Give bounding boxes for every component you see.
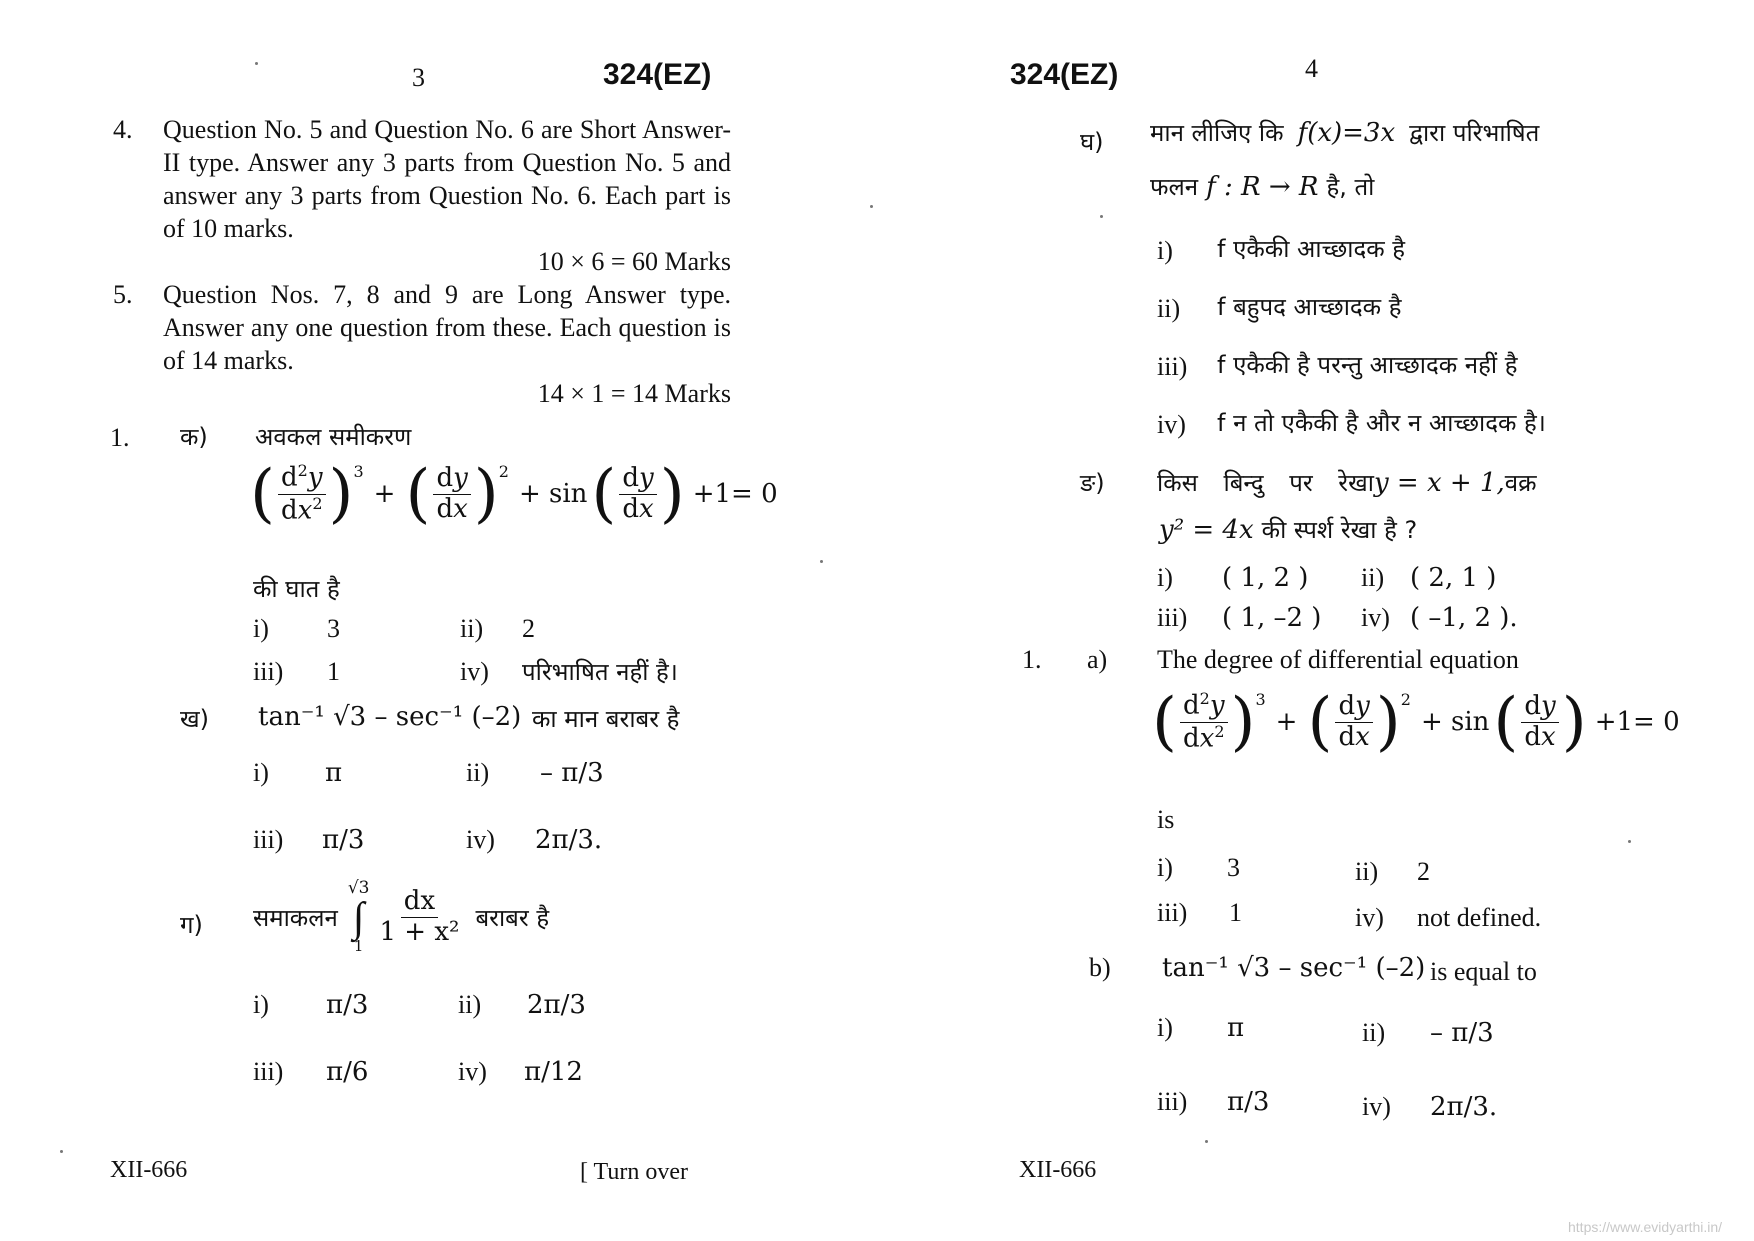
eq-tail: +1= 0 bbox=[1594, 707, 1680, 738]
instruction-number: 5. bbox=[113, 280, 133, 309]
option-value: 2 bbox=[1417, 857, 1430, 886]
option-label: iii) bbox=[253, 1057, 284, 1086]
option-value: f न तो एकैकी है और न आच्छादक है। bbox=[1217, 409, 1546, 437]
watermark: https://www.evidyarthi.in/ bbox=[1568, 1219, 1723, 1235]
footer-code: XII-666 bbox=[110, 1157, 188, 1183]
option-label: i) bbox=[1157, 1013, 1173, 1042]
option-label: iii) bbox=[253, 825, 284, 854]
option-label: i) bbox=[253, 614, 269, 643]
question-text: किस बिन्दु पर रेखा bbox=[1157, 469, 1374, 497]
question-text: अवकल समीकरण bbox=[255, 423, 412, 451]
option-value: 2 bbox=[522, 614, 535, 643]
eq-sin: + sin bbox=[1420, 707, 1490, 738]
integral-question bbox=[253, 880, 549, 954]
instruction-text: Question Nos. 7, 8 and 9 are Long Answer type. Answer any one question from these. Each question is of 14 marks. bbox=[163, 280, 731, 375]
question-part-label: ग) bbox=[180, 911, 203, 939]
question-line bbox=[1150, 170, 1374, 203]
scan-speck bbox=[60, 1150, 63, 1153]
eq-sin: + sin bbox=[518, 479, 588, 510]
option-value: π/3 bbox=[1227, 1087, 1270, 1117]
paper-code: 324(EZ) bbox=[603, 58, 712, 91]
option-label: iii) bbox=[1157, 1087, 1188, 1116]
question-text: फलन bbox=[1150, 173, 1199, 201]
option-label: i) bbox=[1157, 236, 1173, 265]
option-value: f बहुपद आच्छादक है bbox=[1217, 293, 1402, 321]
differential-equation: ( $\frac{d^2y}{dx^2}$ ) 3 + ( $\frac{dy}{dx}$ ) 2 + sin ( $\frac{dy}{dx}$ ) +1= 0 bbox=[1152, 685, 1680, 760]
option-label: iv) bbox=[1362, 1092, 1391, 1121]
option-label: iii) bbox=[253, 657, 284, 686]
question-text: मान लीजिए कि bbox=[1150, 119, 1284, 147]
turn-over-label: [ Turn over bbox=[580, 1159, 689, 1185]
question-text-end: की घात है bbox=[253, 575, 340, 603]
question-line bbox=[1157, 466, 1537, 499]
option-label: ii) bbox=[458, 990, 482, 1019]
math-expression: y = x + 1, bbox=[1373, 468, 1505, 498]
paper-code: 324(EZ) bbox=[1010, 58, 1119, 91]
option-label: iii) bbox=[1157, 352, 1188, 381]
eq-plus: + bbox=[373, 479, 396, 510]
integrand-denominator: 1 + x² bbox=[379, 916, 460, 947]
option-label: ii) bbox=[1361, 563, 1385, 592]
question-part-label: a) bbox=[1087, 645, 1108, 674]
scan-speck bbox=[255, 62, 258, 65]
integral-upper-limit: √3 bbox=[347, 878, 370, 898]
option-value: 1 bbox=[1229, 898, 1242, 927]
option-label: i) bbox=[1157, 563, 1173, 592]
page-number: 4 bbox=[1305, 54, 1318, 83]
math-expression: y² = 4x bbox=[1159, 515, 1254, 545]
integral-lower-limit: 1 bbox=[353, 937, 364, 955]
question-text: समाकलन bbox=[253, 903, 338, 932]
instruction-item bbox=[113, 278, 731, 410]
option-value: ( 1, 2 ) bbox=[1222, 563, 1309, 593]
question-text: का मान बराबर है bbox=[532, 705, 680, 733]
question-part-label: घ) bbox=[1080, 128, 1104, 156]
option-label: iv) bbox=[1157, 410, 1186, 439]
option-label: iii) bbox=[1157, 603, 1188, 632]
option-value: 1 bbox=[327, 657, 340, 686]
question-text: is equal to bbox=[1430, 957, 1537, 986]
question-part-label: ङ) bbox=[1080, 469, 1105, 497]
integral-sign: √3 ∫ 1 bbox=[347, 878, 370, 955]
question-text: The degree of differential equation bbox=[1157, 645, 1519, 674]
option-value: ( 1, –2 ) bbox=[1222, 603, 1322, 633]
scan-speck bbox=[820, 560, 823, 563]
scan-speck bbox=[870, 205, 873, 208]
question-number: 1. bbox=[1022, 645, 1042, 674]
question-text-end: is bbox=[1157, 805, 1175, 834]
option-value: परिभाषित नहीं है। bbox=[522, 658, 678, 686]
option-value: π bbox=[1227, 1013, 1245, 1043]
instruction-marks: 14 × 1 = 14 Marks bbox=[537, 379, 731, 408]
math-expression: tan⁻¹ √3 – sec⁻¹ (–2) bbox=[1162, 953, 1426, 983]
option-label: ii) bbox=[1355, 857, 1379, 886]
option-label: iii) bbox=[1157, 898, 1188, 927]
question-text: वक्र bbox=[1504, 469, 1537, 497]
option-label: ii) bbox=[1157, 294, 1181, 323]
scan-speck bbox=[1628, 840, 1631, 843]
differential-equation: ( $\frac{d^2y}{dx^2}$ ) 3 + ( $\frac{dy}{dx}$ ) 2 + sin ( $\frac{dy}{dx}$ ) +1= 0 bbox=[250, 457, 778, 532]
math-expression: f : R → R bbox=[1206, 172, 1319, 202]
question-text: की स्पर्श रेखा है ? bbox=[1261, 516, 1418, 544]
option-value: not defined. bbox=[1417, 903, 1542, 932]
question-number: 1. bbox=[110, 423, 130, 452]
scan-speck bbox=[1205, 1140, 1208, 1143]
instruction-text: Question No. 5 and Question No. 6 are Short Answer-II type. Answer any 3 parts from Question No. 5 and answer any 3 parts from Question No. 6. Each part is of 10 marks. bbox=[163, 115, 731, 243]
question-part-label: ख) bbox=[180, 705, 209, 733]
option-value: 2π/3. bbox=[535, 825, 603, 855]
scan-speck bbox=[1100, 215, 1103, 218]
option-value: π/12 bbox=[524, 1057, 583, 1087]
option-value: f एकैकी है परन्तु आच्छादक नहीं है bbox=[1217, 351, 1518, 379]
question-part-label: b) bbox=[1089, 953, 1111, 982]
footer-code: XII-666 bbox=[1019, 1157, 1097, 1183]
question-line bbox=[1159, 513, 1417, 546]
option-value: f एकैकी आच्छादक है bbox=[1217, 235, 1406, 263]
option-value: π bbox=[325, 758, 343, 788]
question-text: बराबर है bbox=[475, 903, 550, 932]
option-label: iv) bbox=[1355, 903, 1384, 932]
option-value: 2π/3 bbox=[527, 990, 586, 1020]
option-label: i) bbox=[253, 990, 269, 1019]
option-label: ii) bbox=[1362, 1018, 1386, 1047]
question-text: है, तो bbox=[1326, 173, 1375, 201]
option-value: – π/3 bbox=[540, 758, 604, 788]
instruction-item bbox=[113, 113, 731, 278]
integrand-numerator: dx bbox=[401, 887, 438, 918]
option-label: iv) bbox=[1361, 603, 1390, 632]
option-value: 2π/3. bbox=[1430, 1092, 1498, 1122]
right-page bbox=[877, 0, 1754, 1241]
option-value: – π/3 bbox=[1430, 1018, 1494, 1048]
option-label: ii) bbox=[460, 614, 484, 643]
option-value: π/6 bbox=[326, 1057, 369, 1087]
math-expression: tan⁻¹ √3 – sec⁻¹ (–2) bbox=[258, 702, 522, 732]
option-label: i) bbox=[1157, 853, 1173, 882]
math-expression: f(x)=3x bbox=[1297, 118, 1396, 148]
option-value: π/3 bbox=[322, 825, 365, 855]
option-label: ii) bbox=[466, 758, 490, 787]
instruction-marks: 10 × 6 = 60 Marks bbox=[537, 247, 731, 276]
option-value: 3 bbox=[327, 614, 340, 643]
page-number: 3 bbox=[412, 63, 425, 92]
option-value: 3 bbox=[1227, 853, 1240, 882]
option-value: ( –1, 2 ). bbox=[1410, 603, 1518, 633]
option-value: ( 2, 1 ) bbox=[1410, 563, 1497, 593]
option-label: iv) bbox=[458, 1057, 487, 1086]
instruction-number: 4. bbox=[113, 115, 133, 144]
option-label: i) bbox=[253, 758, 269, 787]
option-label: iv) bbox=[466, 825, 495, 854]
eq-tail: +1= 0 bbox=[692, 479, 778, 510]
eq-plus: + bbox=[1275, 707, 1298, 738]
question-part-label: क) bbox=[180, 423, 208, 451]
question-text: द्वारा परिभाषित bbox=[1409, 119, 1540, 147]
question-line bbox=[1150, 116, 1540, 149]
option-value: π/3 bbox=[326, 990, 369, 1020]
option-label: iv) bbox=[460, 657, 489, 686]
